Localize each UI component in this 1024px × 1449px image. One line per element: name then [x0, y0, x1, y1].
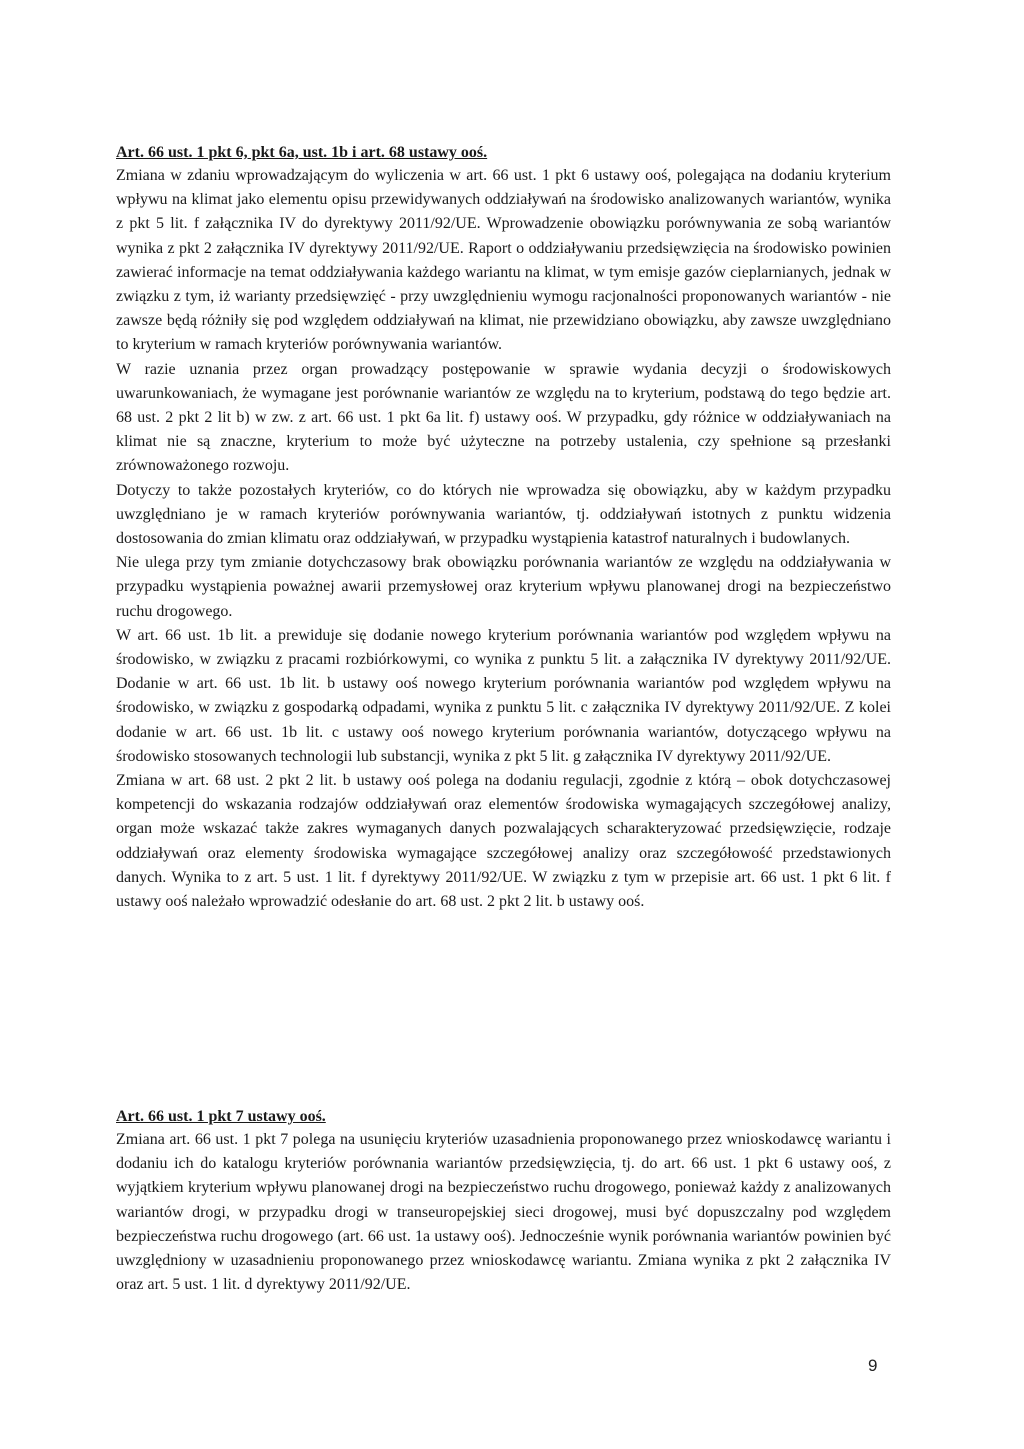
paragraph: Zmiana w art. 68 ust. 2 pkt 2 lit. b ustawy ooś polega na dodaniu regulacji, zgodnie z którą – obok dotychczasowej kompetencji do wskazania rodzajów oddziaływań oraz elementów środowiska wymagających szczegółowej analizy, organ może wskazać także zakres wymaganych danych pozwalających scharakteryzować przedsięwzięcie, rodzaje oddziaływań oraz elementy środowiska wymagające szczegółowej analizy oraz szczegółowość przedstawionych danych. Wynika to z art. 5 ust. 1 lit. f dyrektywy 2011/92/UE. W związku z tym w przepisie art. 66 ust. 1 pkt 6 lit. f ustawy ooś należało wprowadzić odesłanie do art. 68 ust. 2 pkt 2 lit. b ustawy ooś. [116, 772, 891, 911]
paragraph: Dotyczy to także pozostałych kryteriów, co do których nie wprowadza się obowiązku, aby w każdym przypadku uwzględniano je w ramach kryteriów porównywania wariantów, tj. oddziaływań istotnych z punktu widzenia dostosowania do zmian klimatu oraz oddziaływań, w przypadku wystąpienia katastrof naturalnych i budowlanych. [116, 481, 891, 548]
section-heading: Art. 66 ust. 1 pkt 6, pkt 6a, ust. 1b i art. 68 ustawy ooś. [116, 144, 488, 161]
paragraph: W art. 66 ust. 1b lit. a prewiduje się dodanie nowego kryterium porównania wariantów pod względem wpływu na środowisko, w związku z pracami rozbiórkowymi, co wynika z punktu 5 lit. a załącznika IV dyrektywy 2011/92/UE. Dodanie w art. 66 ust. 1b lit. b ustawy ooś nowego kryterium porównania wariantów pod względem wpływu na środowisko, w związku z gospodarką odpadami, wynika z punktu 5 lit. c załącznika IV dyrektywy 2011/92/UE. Z kolei dodanie w art. 66 ust. 1b lit. c ustawy ooś nowego kryterium porównania wariantów, dotyczącego wpływu na środowisko stosowanych technologii lub substancji, wynika z pkt 5 lit. g załącznika IV dyrektywy 2011/92/UE. [116, 626, 891, 765]
section-art-66-pkt-7 [116, 1106, 891, 1297]
paragraph: Zmiana w zdaniu wprowadzającym do wyliczenia w art. 66 ust. 1 pkt 6 ustawy ooś, polegająca na dodaniu kryterium wpływu na klimat jako elementu opisu przewidywanych oddziaływań na środowisko analizowanych wariantów, wynika z pkt 5 lit. f załącznika IV do dyrektywy 2011/92/UE. Wprowadzenie obowiązku porównywania ze sobą wariantów wynika z pkt 2 załącznika IV dyrektywy 2011/92/UE. Raport o oddziaływaniu przedsięwzięcia na środowisko powinien zawierać informacje na temat oddziaływania każdego wariantu na klimat, w tym emisje gazów cieplarnianych, jednak w związku z tym, iż warianty przedsięwzięć - przy uwzględnieniu wymogu racjonalności proponowanych wariantów - nie zawsze będą różniły się pod względem oddziaływań na klimat, nie przewidziano obowiązku, aby zawsze uwzględniano to kryterium w ramach kryteriów porównywania wariantów. [116, 167, 891, 354]
section-heading: Art. 66 ust. 1 pkt 7 ustawy ooś. [116, 1108, 326, 1125]
paragraph: Nie ulega przy tym zmianie dotychczasowy brak obowiązku porównania wariantów ze względu na oddziaływania w przypadku wystąpienia poważnej awarii przemysłowej oraz kryterium wpływu planowanej drogi na bezpieczeństwo ruchu drogowego. [116, 554, 891, 620]
page-number: 9 [868, 1356, 878, 1375]
section-art-66-pkt-6 [116, 142, 891, 914]
paragraph: Zmiana art. 66 ust. 1 pkt 7 polega na usunięciu kryteriów uzasadnienia proponowanego przez wnioskodawcę wariantu i dodaniu ich do katalogu kryteriów porównania wariantów przedsięwzięcia, tj. do art. 66 ust. 1 pkt 6 ustawy ooś, z wyjątkiem kryterium wpływu planowanej drogi na bezpieczeństwo ruchu drogowego, ponieważ każdy z analizowanych wariantów drogi, w przypadku drogi w transeuropejskiej sieci drogowej, musi być dopuszczalny pod względem bezpieczeństwa ruchu drogowego (art. 66 ust. 1a ustawy ooś). Jednocześnie wynik porównania wariantów powinien być uwzględniony w uzasadnieniu proponowanego przez wnioskodawcę wariantu. Zmiana wynika z pkt 2 załącznika IV oraz art. 5 ust. 1 lit. d dyrektywy 2011/92/UE. [116, 1131, 891, 1294]
paragraph: W razie uznania przez organ prowadzący postępowanie w sprawie wydania decyzji o środowiskowych uwarunkowaniach, że wymagane jest porównanie wariantów ze względu na to kryterium, podstawą do tego będzie art. 68 ust. 2 pkt 2 lit b) w zw. z art. 66 ust. 1 pkt 6a lit. f) ustawy ooś. W przypadku, gdy różnice w oddziaływaniach na klimat nie są znaczne, kryterium to może być użyteczne na potrzeby ustalenia, czy spełnione są przesłanki zrównoważonego rozwoju. [116, 360, 891, 475]
